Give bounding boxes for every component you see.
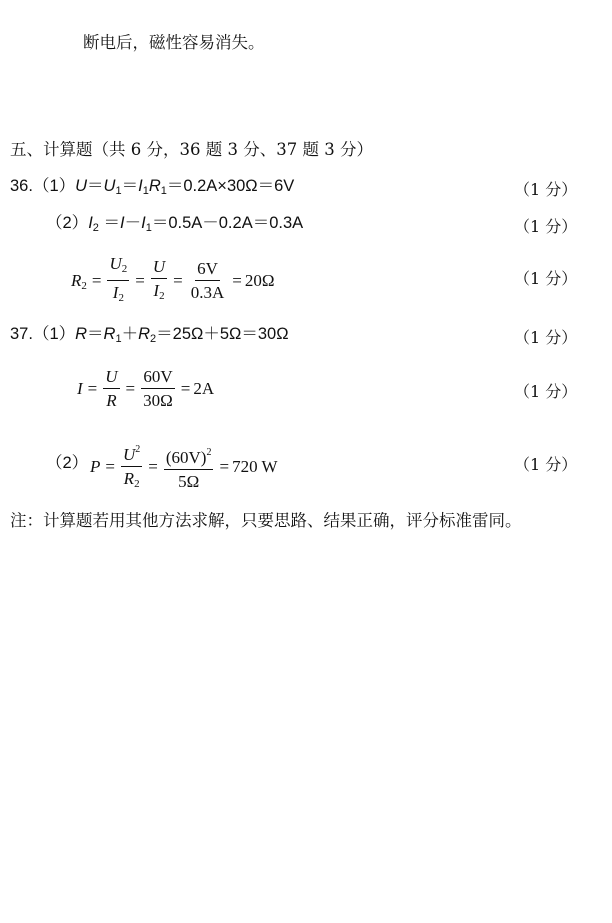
superscript: 2 [206,446,212,458]
superscript: 2 [135,444,141,455]
fraction [141,367,175,411]
equals-sign: = [232,271,242,290]
subscript: 2 [121,263,128,275]
q36-part2-tag: （2） [46,214,89,232]
q37-part1-tag: （1） [32,325,76,343]
equals-sign: = [125,379,136,398]
q37-part2-tag: （2） [46,454,89,472]
var-I: I [77,379,83,398]
q37-equation-p [90,440,278,494]
numerator: U [122,445,136,464]
equals-sign: = [105,457,115,476]
var-P: P [90,457,101,476]
q37-label: 37. [10,325,33,343]
subscript: 2 [118,292,124,304]
minus-sign: － [124,214,142,232]
plus-sign: ＋ [121,325,139,343]
section-title: 五、计算题（共 6 分，36 题 3 分、37 题 3 分） [10,140,373,159]
var-R2: R [71,270,82,290]
numerator: (60V) [165,447,207,467]
equals-sign: = [135,271,145,290]
result: 2A [193,379,215,398]
var-R: R [75,325,88,343]
denominator: I [153,280,160,300]
fraction [164,443,214,492]
fraction [107,254,129,308]
subscript: 2 [81,279,87,292]
subscript: 1 [142,185,149,197]
denominator: R [123,469,135,488]
var-R2: R [138,325,151,343]
denominator: I [112,283,119,302]
numerator: U [152,256,166,276]
q36-part2-score: （1 分） [514,217,578,236]
numerator: U [109,254,122,273]
equals-sign: = [173,271,183,290]
q36-equation-r2 [71,254,275,308]
var-I1: I [141,214,146,232]
q36-part1 [10,175,294,202]
q36-eq3-score: （1 分） [514,269,578,288]
q36-part2-rest: ＝0.5A－0.2A＝0.3A [151,214,304,232]
q37-equation-i [77,367,214,411]
var-I1: I [138,177,143,195]
equals-sign: = [91,271,102,290]
subscript: 2 [159,289,165,302]
subscript: 1 [115,185,122,197]
equals-sign: = [180,379,191,398]
equals-sign: ＝ [87,177,104,195]
q36-label: 36. [10,177,33,195]
subscript: 2 [134,478,140,490]
var-R1: R [148,177,161,195]
denominator: 30Ω [143,391,173,410]
var-U: U [75,177,88,195]
q36-part1-tag: （1） [32,177,76,195]
equals-sign: ＝ [121,177,139,195]
subscript: 1 [160,185,167,197]
equals-sign: = [87,379,98,398]
equals-sign: ＝ [98,214,120,232]
q37-part1-score: （1 分） [514,328,578,347]
q36-part1-score: （1 分） [514,180,578,199]
q37-part1 [10,323,289,350]
q36-part1-rest: ＝0.2A×30Ω＝6V [166,177,295,195]
q37-eq3-score: （1 分） [514,455,578,474]
var-I2: I [88,214,93,232]
numerator: 60V [141,367,174,389]
equals-sign: = [219,457,230,476]
fraction [121,440,142,494]
var-I: I [120,214,125,232]
fraction [151,257,167,306]
q36-part2 [46,212,303,239]
var-R1: R [103,325,116,343]
q37-part1-rest: ＝25Ω＋5Ω＝30Ω [156,325,289,343]
fraction [189,259,227,303]
subscript: 2 [150,333,157,345]
subscript: 1 [145,222,152,234]
var-U1: U [103,177,116,195]
denominator: R [106,391,117,410]
denominator: 0.3A [190,283,225,302]
result: 720 W [232,457,278,476]
fraction [103,367,119,411]
result: 20Ω [244,271,275,290]
subscript: 2 [92,222,99,234]
denominator: 5Ω [178,471,200,491]
numerator: U [103,367,119,389]
q37-eq2-score: （1 分） [514,382,578,401]
equals-sign: = [148,457,158,476]
numerator: 6V [195,259,220,281]
equals-sign: ＝ [87,325,104,343]
grading-note: 注：计算题若用其他方法求解，只要思路、结果正确，评分标准雷同。 [10,511,522,530]
subscript: 1 [115,333,122,345]
intro-line: 断电后，磁性容易消失。 [83,33,265,52]
